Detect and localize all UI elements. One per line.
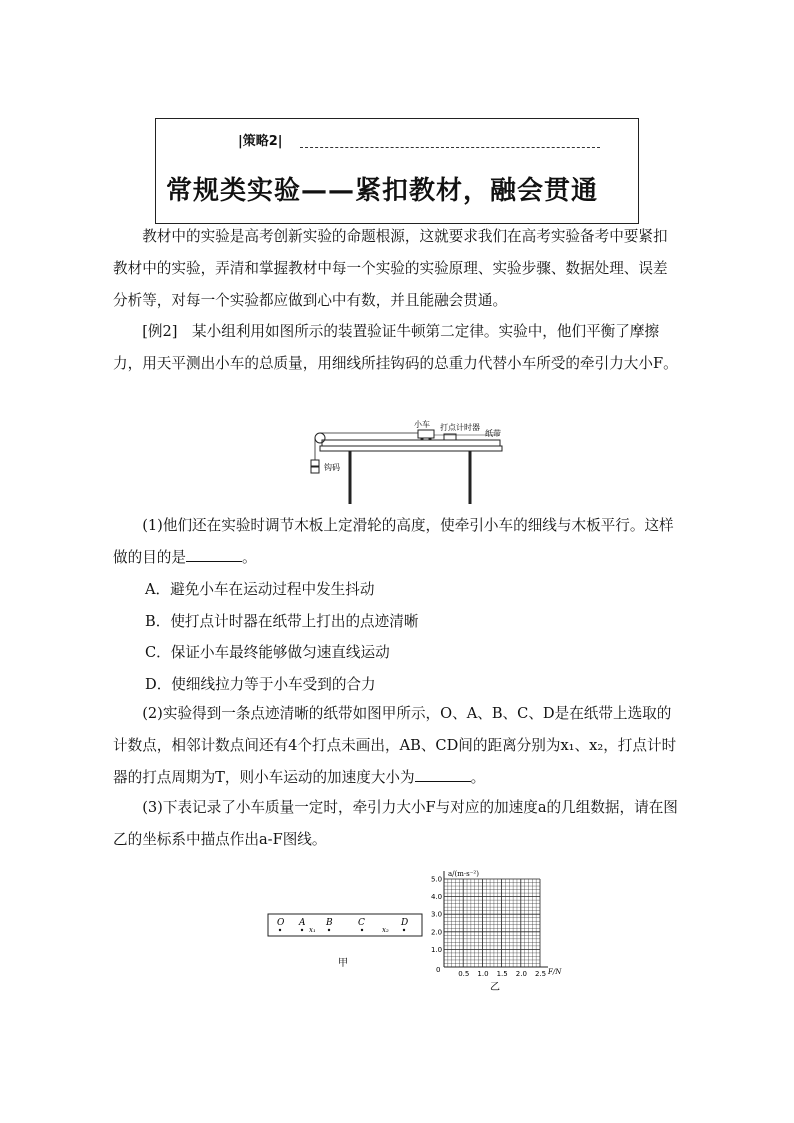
q1-text-a: (1)他们还在实验时调节木板上定滑轮的高度，使牵引小车的细线与木板平行。这样做的目的是 [113, 517, 674, 566]
x1-label: x₁ [309, 926, 316, 934]
y-tick-label: 3.0 [431, 910, 443, 919]
tape-point-label: B [326, 918, 333, 928]
x-tick-label: 1.0 [477, 970, 489, 978]
question-1 [113, 510, 679, 574]
chart-grid [444, 879, 540, 967]
tape-caption: 甲 [338, 958, 348, 969]
tape-strip [268, 914, 422, 936]
dashed-divider [300, 147, 600, 148]
tape-dot [301, 929, 303, 931]
x-tick-label: 2.5 [535, 970, 547, 978]
x-tick-label: 1.5 [496, 970, 508, 978]
question-3 [113, 792, 679, 856]
tape-dot [279, 929, 281, 931]
page-title: 常规类实验——紧扣教材，融会贯通 [166, 176, 599, 206]
q2-text-a: (2)实验得到一条点迹清晰的纸带如图甲所示，O、A、B、C、D是在纸带上选取的计数点，相邻计数点间还有4个打点未画出，AB、CD间的距离分别为x₁、x₂，打点计时器的打点周期为T，则小车运动的加速度大小为 [113, 705, 677, 786]
timer-label: 打点计时器 [440, 423, 480, 432]
y-tick-label: 4.0 [431, 893, 443, 902]
cart-label: 小车 [414, 420, 430, 429]
x2-label: x₂ [382, 926, 389, 934]
tape-point-label: O [277, 918, 285, 928]
tape-dot [403, 929, 405, 931]
chart-ylabel: a/(m·s⁻²) [448, 870, 479, 878]
table-top [320, 446, 502, 451]
weights-label: 钩码 [324, 463, 340, 472]
tape-point-label: A [299, 918, 306, 928]
strategy-label: |策略2| [238, 134, 283, 149]
y-tick-label: 1.0 [431, 945, 443, 954]
chart-xlabel: F/N [548, 968, 562, 976]
q1-text-b: 。 [241, 549, 257, 566]
q2-answer-blank[interactable] [415, 767, 471, 782]
q2-text-b: 。 [470, 769, 486, 786]
a-f-chart [420, 866, 570, 992]
chart-origin-label: 0 [436, 966, 441, 974]
tape-dot [328, 929, 330, 931]
pulley-icon [315, 433, 325, 443]
option-d: D．使细线拉力等于小车受到的合力 [145, 676, 376, 693]
intro-paragraph [113, 221, 679, 317]
tape-point-label: D [401, 918, 409, 928]
chart-caption: 乙 [490, 982, 500, 992]
tape-point-label: C [358, 918, 365, 928]
q3-text: (3)下表记录了小车质量一定时，牵引力大小F与对应的加速度a的几组数据，请在图乙的坐标系中描点作出a-F图线。 [113, 799, 678, 848]
q1-answer-blank[interactable] [186, 547, 242, 562]
x-tick-label: 2.0 [515, 970, 527, 978]
y-tick-label: 2.0 [431, 928, 443, 937]
apparatus-figure [300, 418, 510, 504]
option-b: B．使打点计时器在纸带上打出的点迹清晰 [145, 613, 419, 630]
paper-tape-figure [266, 910, 426, 970]
wheel-icon [421, 438, 424, 441]
question-2 [113, 698, 679, 794]
y-tick-label: 5.0 [431, 875, 443, 884]
chart-ticks [431, 876, 546, 979]
tape-dot [361, 929, 363, 931]
weight-icon [311, 460, 319, 466]
weight-icon [311, 467, 319, 473]
intro-text: 教材中的实验是高考创新实验的命题根源，这就要求我们在高考实验备考中要紧扣教材中的实验，弄清和掌握教材中每一个实验的实验原理、实验步骤、数据处理、误差分析等，对每一个实验都应做到心中有数，并且能融会贯通。 [113, 228, 668, 309]
example-paragraph [113, 316, 679, 380]
tape-label: 纸带 [485, 429, 501, 438]
wheel-icon [429, 438, 432, 441]
cart-icon [418, 430, 434, 438]
wooden-board [322, 440, 500, 446]
option-c: C．保证小车最终能够做匀速直线运动 [145, 644, 390, 661]
option-a: A．避免小车在运动过程中发生抖动 [145, 581, 375, 598]
example-text: [例2] 某小组利用如图所示的装置验证牛顿第二定律。实验中，他们平衡了摩擦力，用天平测出小车的总质量，用细线所挂钩码的总重力代替小车所受的牵引力大小F。 [113, 323, 678, 372]
x-tick-label: 0.5 [458, 970, 470, 978]
